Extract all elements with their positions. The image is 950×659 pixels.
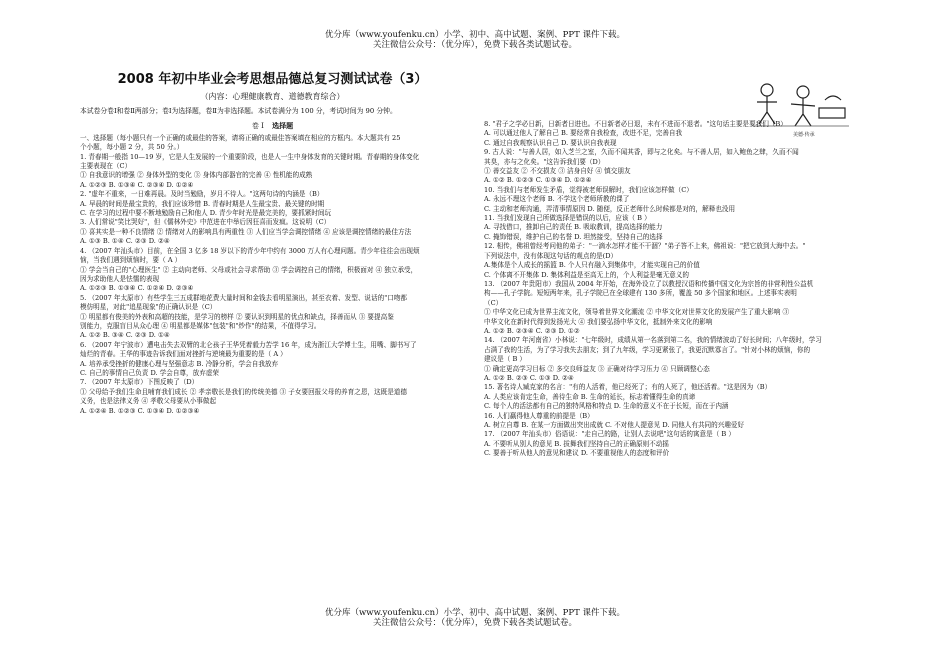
text-line: 建议是（ B ）	[484, 355, 527, 364]
text-line: 义务，也是法律义务 ④ 孝敬父母要从小事做起	[80, 397, 217, 406]
text-line: 7. （2007 年太原市）下图反映了（D）	[80, 378, 199, 387]
header-line-2: 关注微信公众号：（优分库），免费下载各类试题试卷。	[372, 40, 577, 50]
text-line: 下列说法中，没有体现这句话的观点的是(D）	[484, 251, 618, 260]
text-line: A. 永远不理这个老师 B. 不学这个老师所教的课了	[484, 195, 630, 204]
text-line: 中华文化在新时代得到发扬光大 ④ 我们要弘扬中华文化，抵制外来文化的影响	[484, 317, 713, 326]
text-line: 5. （2007 年太原市）有些学生三五成群地花费大量时间和金钱去看明星演出，甚至衣着、发型、说话的"口吻都	[80, 293, 408, 302]
text-line: C. 每个人的活法都有自己的独特风格和特点 D. 生命的意义不在于长短，而在于内涵	[484, 402, 729, 411]
text-line: 恼，当我们遇到烦恼时，要（ A ）	[80, 256, 182, 265]
page-header	[0, 30, 950, 50]
text-line: 16. 人们赢得他人尊重的前提是（B）	[484, 411, 594, 420]
text-line: 3. 人们常说"笑比哭好"，但《儒林外史》中范进在中举后因狂喜而发疯。这说明（C）	[80, 218, 331, 227]
text-line: ① 善交益友 ② 不交损友 ③ 洁身自好 ④ 慎交朋友	[484, 167, 631, 176]
text-line: A. ①②④ B. ①②③ C. ①③④ D. ①②③④	[80, 406, 200, 415]
text-line: ① 确定更高学习目标 ② 多交良师益友 ③ 正确对待学习压力 ④ 只顾调整心态	[484, 364, 710, 373]
text-line: A. ①②③ B. ①③④ C. ①②④ D. ②③④	[80, 284, 194, 293]
text-line: 因为求助他人是怯懦的表现	[80, 274, 160, 283]
text-line: 17. （2007 年汕头市）俗语说："走自己的路，让别人去说吧"这句话的寓意是（ B ）	[484, 430, 735, 439]
text-line: 别能力，克服盲目从众心理 ④ 明星都是媒体"包装"和"炒作"的结果，不值得学习。	[80, 321, 321, 330]
text-line: A. 不要听从别人的意见 B. 拔舞我们坚持自己的正确原则不动摇	[484, 439, 669, 448]
right-column	[484, 120, 868, 459]
text-line: A. 早晨的时间是最宝贵的，我们应该珍惜 B. 青春时期是人生最宝贵、最关键的时期	[80, 199, 325, 208]
document-title: 2008 年初中毕业会考思想品德总复习测试试卷（3）	[117, 72, 428, 87]
text-line: A. ①②③ B. ①③④ C. ②③④ D. ①②④	[80, 180, 194, 189]
text-line: A. 人类应该肯定生命，善待生命 B. 生命的延长，标志着懂得生命的真谛	[484, 392, 696, 401]
text-line: A. 可以通过他人了解自己 B. 要经常自我检查，改进不足，完善自我	[484, 129, 683, 138]
exam-instructions: 本试卷分卷Ⅰ和卷Ⅱ两部分；卷Ⅰ为选择题，卷Ⅱ为非选择题。本试卷满分为 100 分，考试时间为 90 分钟。	[80, 107, 397, 115]
footer-line-1: 优分库（www.youfenku.cn）小学、初中、高中试题、案例、PPT 课件下载。	[325, 608, 625, 618]
text-line: ① 喜其实是一种不良情绪 ② 情绪对人的影响具有两重性 ③ 人们应当学会调控情绪 ④ 应该是调控情绪的最佳方法	[80, 227, 412, 236]
text-line: A. 树立自尊 B. 在某一方面做出突出成就 C. 不对他人提意见 D. 同他人有共同的兴趣爱好	[484, 421, 745, 429]
illustration-caption: 美德·传承	[793, 132, 815, 138]
text-line: ① 学会当自己的"心理医生" ② 主动向老师、父母或社会寻求帮助 ③ 学会调控自己的情绪，积极面对 ④ 独立承受，	[80, 265, 418, 274]
text-line: C. 通过自我观察认识自己 D. 要认识自我表现	[484, 138, 617, 147]
text-line: ① 自我意识的增强 ② 身体外型的变化 ③ 身体内部器官的完善 ④ 性机能的成熟	[80, 171, 313, 180]
text-line: 6. （2007 年宁波市）遭电击失去双臂的北仑孩子王华凭着毅力苦学 16 年，成为浙江大学博士生，用嘴、脚书写了	[80, 340, 417, 349]
text-line: 其臭，亦与之化矣。"这告诉我们要（D）	[484, 157, 605, 166]
text-line: ① 中华文化已成为世界主流文化，领导着世界文化潮流 ② 中华文化对世界文化的发展产生了重大影响 ③	[484, 308, 790, 317]
text-line: 4. （2007 年汕头市）目前，在全国 3 亿多 18 岁以下的青少年中约有 3000 万人有心理问题。青少年往往会出现烦	[80, 246, 420, 255]
section-label: 卷 Ⅰ	[251, 122, 264, 131]
section-heading	[80, 121, 465, 131]
text-line: （C）	[484, 298, 503, 307]
text-line: 13. （2007 年贵阳市）我国从 2004 年开始，在海外设立了以教授汉语和传播中国文化为宗旨的非营利性公益机	[484, 279, 814, 288]
left-question-list	[80, 134, 465, 416]
text-line: A. ①③ B. ①④ C. ②③ D. ②④	[80, 237, 170, 246]
text-line: 构——孔子学院。短短两年来，孔子学院已在全球建有 130 多所，覆盖 50 多个国家和地区。上述事实表明	[484, 289, 797, 298]
page-footer	[0, 608, 950, 628]
text-line: A. ①② B. ③④ C. ②③ D. ①④	[80, 331, 170, 340]
text-line: ① 明星都有俊美的外表和高超的技能，是学习的榜样 ② 要认识到明星的优点和缺点，择善而从 ③ 要提高鉴	[80, 312, 394, 321]
text-line: C. 在学习的过程中要不断地勉励自己和他人 D. 青少年时光是最完美的，要抓紧时间玩	[80, 209, 332, 218]
text-line: 主要表现在（C）	[80, 162, 132, 171]
header-line-1: 优分库（www.youfenku.cn）小学、初中、高中试题、案例、PPT 课件下载。	[325, 30, 625, 40]
text-line: 12. 相传，佛祖曾经考问他的弟子："一滴水怎样才能不干涸？"弟子答不上来，佛祖说："把它放到大海中去。"	[484, 242, 806, 251]
document-subtitle: （内容：心理健康教育、道德教育综合）	[200, 92, 345, 101]
left-column	[80, 72, 465, 416]
text-line: 占满了我的生活，为了学习我失去朋友；到了九年级，学习更紧张了，我更沉默寡言了。"针对小林的烦恼，你的	[484, 345, 811, 354]
text-line: A. 培养承受挫折的健康心理与坚强意志 B. 冷静分析，学会自我放弃	[80, 359, 279, 368]
text-line: A. ①② B. ②③ C. ①③ D. ②④	[484, 373, 574, 382]
text-line: 8. "君子之学必日新，日新者日进也。不日新者必日退，未有不进而不退者。"这句话主要是要我们（B）	[484, 120, 787, 128]
text-line: 1. 青春期一般指 10—19 岁，它是人生发展的一个重要阶段，也是人一生中身体发育的关键时期。青春期的身体变化	[80, 152, 420, 161]
text-line: C. 掩饰错误，维护自己的名誉 D. 坦然接受，坚持自己的选择	[484, 232, 663, 241]
text-line: A. 寻找借口，推卸自己的责任 B. 吸取教训，提高选择的能力	[484, 223, 663, 232]
text-line: 2. "虚年不重来，一日难再晨。及时当勉励，岁月不待人。"这两句诗的内涵是（B）	[80, 190, 324, 199]
text-line: A.集体是个人成长的摇篮 B. 个人只有融入到集体中，才能实现自己的价值	[484, 261, 700, 270]
text-line: 9. 古人说："与善人居，如入芝兰之室，久而不闻其香，即与之化矣。与不善人居，如入鲍鱼之肆，久而不闻	[484, 148, 799, 157]
text-line: 11. 当我们发现自己所做选择是错误的以后，应该（ B ）	[484, 214, 651, 223]
text-line: C. 主动和老师沟通，弄清事情原因 D. 随便，反正老师什么时候都是对的，解释也没用	[484, 204, 736, 213]
text-line: 15. 著名诗人臧克家的名言："有的人活着，他已经死了；有的人死了，他还活着。"这是因为（B）	[484, 383, 772, 392]
text-line: 个小题，每小题 2 分，共 50 分。）	[80, 143, 184, 152]
footer-line-2: 关注微信公众号：（优分库），免费下载各类试题试卷。	[372, 618, 577, 628]
section-name: 选择题	[272, 121, 294, 131]
text-line: ① 父母给予我们生命且哺育我们成长 ② 孝亲敬长是我们的传统美德 ③ 子女要回报父母的养育之恩，这既是道德	[80, 387, 407, 396]
text-line: C. 要善于听从他人的意见和建议 D. 不要重视他人的态度和评价	[484, 449, 670, 458]
text-line: C. 自己的事情自己负责 D. 学会自尊，放弃虚荣	[80, 368, 220, 377]
text-line: A. ①② B. ①②③ C. ①③④ D. ①②④	[484, 176, 592, 185]
text-line: 10. 当我们与老师发生矛盾，觉得被老师误解时，我们应该怎样做（C）	[484, 185, 693, 194]
right-question-list	[484, 120, 868, 459]
text-line: A. ①② B. ②③④ C. ②③ D. ①②	[484, 326, 580, 335]
text-line: 一、选择题（每小题只有一个正确的或最佳的答案，请将正确的或最佳答案填在相应的方框内。本大题共有 25	[80, 133, 401, 142]
text-line: 灿烂的青春。王华的事迹告诉我们面对挫折与逆境最为重要的是（ A ）	[80, 350, 287, 359]
text-line: 模仿明星，对此"追星现象"的正确认识是（C）	[80, 303, 217, 312]
text-line: 14. （2007 年河南省）小林说："七年级时，成绩从第一名落到第二名，我的情绪波动了好长时间；八年级时，学习	[484, 336, 822, 345]
text-line: C. 个体离不开集体 D. 集体利益是至高无上的，个人利益是毫无意义的	[484, 270, 689, 279]
